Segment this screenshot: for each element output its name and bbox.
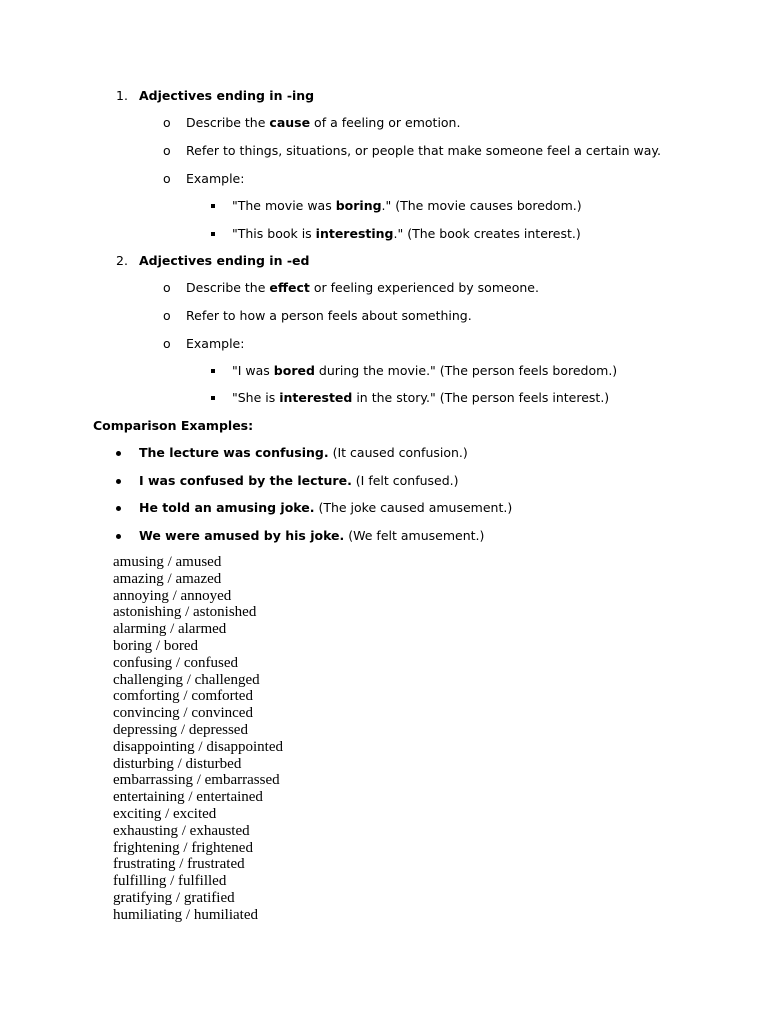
section-number: 1. (116, 88, 128, 103)
word-pair: annoying / annoyed (113, 587, 232, 604)
word-pair: exciting / excited (113, 805, 217, 822)
sub-bullet-marker: o (163, 280, 171, 295)
comparison-item: The lecture was confusing. (It caused confusion.) (139, 445, 468, 460)
word-pair: exhausting / exhausted (113, 822, 250, 839)
section-heading: Adjectives ending in -ed (139, 253, 310, 268)
example-text: "The movie was boring." (The movie causes boredom.) (232, 198, 582, 213)
word-pair: convincing / convinced (113, 705, 253, 722)
word-pair: entertaining / entertained (113, 789, 263, 806)
word-pair: amusing / amused (113, 554, 222, 570)
square-bullet-icon (211, 369, 215, 373)
example-text: "She is interested in the story." (The person feels interest.) (232, 390, 610, 405)
word-pair: challenging / challenged (113, 671, 260, 688)
word-pair: disturbing / disturbed (113, 755, 242, 772)
square-bullet-icon (211, 204, 215, 208)
bullet-icon (116, 479, 121, 484)
point-text: Example: (186, 336, 245, 351)
word-pair: boring / bored (113, 637, 198, 654)
example-text: "I was bored during the movie." (The person feels boredom.) (232, 363, 618, 378)
bullet-icon (116, 506, 121, 511)
word-pair: embarrassing / embarrassed (113, 772, 280, 789)
point-text: Refer to how a person feels about something. (186, 308, 472, 323)
word-pair: frightening / frightened (113, 839, 253, 856)
section-heading: Adjectives ending in -ing (139, 88, 315, 103)
word-pair: humiliating / humiliated (113, 906, 258, 923)
comparison-heading: Comparison Examples: (93, 418, 254, 433)
example-text: "This book is interesting." (The book creates interest.) (232, 226, 581, 241)
point-text: Describe the cause of a feeling or emotion. (186, 115, 461, 130)
point-text: Describe the effect or feeling experienced by someone. (186, 280, 539, 295)
word-pair: alarming / alarmed (113, 621, 227, 638)
word-pair: fulfilling / fulfilled (113, 873, 227, 890)
bullet-icon (116, 451, 121, 456)
section-number: 2. (116, 253, 128, 268)
point-text: Refer to things, situations, or people that make someone feel a certain way. (186, 143, 662, 158)
word-pair: depressing / depressed (113, 721, 248, 738)
comparison-item: He told an amusing joke. (The joke caused amusement.) (139, 500, 513, 515)
sub-bullet-marker: o (163, 143, 171, 158)
word-pair: frustrating / frustrated (113, 856, 245, 873)
word-pair: amazing / amazed (113, 570, 222, 587)
square-bullet-icon (211, 232, 215, 236)
comparison-item: We were amused by his joke. (We felt amusement.) (139, 528, 485, 543)
sub-bullet-marker: o (163, 308, 171, 323)
bullet-icon (116, 534, 121, 539)
square-bullet-icon (211, 396, 215, 400)
word-pair: confusing / confused (113, 654, 238, 671)
word-pair: disappointing / disappointed (113, 738, 283, 755)
sub-bullet-marker: o (163, 336, 171, 351)
word-pair: comforting / comforted (113, 688, 253, 705)
word-pair-list (113, 554, 283, 924)
word-pair: astonishing / astonished (113, 604, 257, 621)
comparison-item: I was confused by the lecture. (I felt confused.) (139, 473, 459, 488)
sub-bullet-marker: o (163, 115, 171, 130)
sub-bullet-marker: o (163, 171, 171, 186)
word-pair: gratifying / gratified (113, 889, 235, 906)
point-text: Example: (186, 171, 245, 186)
